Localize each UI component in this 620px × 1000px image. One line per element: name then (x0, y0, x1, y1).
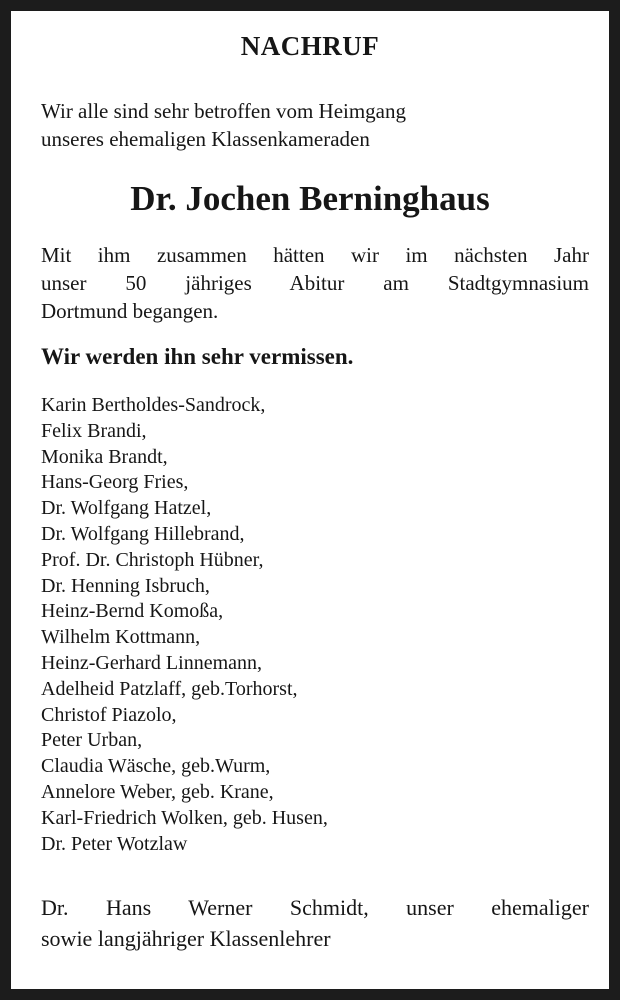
deceased-name: Dr. Jochen Berninghaus (130, 179, 490, 218)
body-line: Mit ihm zusammen hätten wir im nächsten Jahr (41, 243, 589, 267)
signatory-name: Peter Urban, (41, 729, 143, 752)
intro-text (41, 97, 406, 153)
intro-line: Wir alle sind sehr betroffen vom Heimgang (41, 99, 406, 123)
signatory-list (41, 393, 328, 857)
signatory-name: Adelheid Patzlaff, geb.Torhorst, (41, 677, 298, 700)
teacher-line: sowie langjähriger Klassenlehrer (41, 926, 331, 951)
signatory-name: Claudia Wäsche, geb.Wurm, (41, 755, 271, 778)
signatory-name: Karin Bertholdes-Sandrock, (41, 394, 266, 416)
signatory-name: Christof Piazolo, (41, 703, 177, 726)
signatory-name: Annelore Weber, geb. Krane, (41, 780, 274, 803)
teacher-text (41, 892, 589, 954)
body-text (41, 241, 589, 325)
teacher-line: Dr. Hans Werner Schmidt, unser ehemaliger (41, 895, 589, 920)
signatory-name: Prof. Dr. Christoph Hübner, (41, 548, 264, 571)
signatory-name: Dr. Wolfgang Hatzel, (41, 497, 212, 520)
signatory-name: Dr. Henning Isbruch, (41, 574, 210, 597)
signatory-name: Heinz-Bernd Komoßa, (41, 600, 224, 623)
signatory-name: Wilhelm Kottmann, (41, 626, 201, 649)
body-line: unser 50 jähriges Abitur am Stadtgymnasium (41, 271, 589, 295)
signatory-name: Felix Brandi, (41, 419, 147, 442)
notice-heading: NACHRUF (240, 31, 380, 61)
intro-line: unseres ehemaligen Klassenkameraden (41, 127, 370, 151)
signatory-name: Karl-Friedrich Wolken, geb. Husen, (41, 806, 328, 829)
signatory-name: Heinz-Gerhard Linnemann, (41, 651, 263, 674)
closing-statement: Wir werden ihn sehr vermissen. (41, 344, 354, 369)
signatory-name: Hans-Georg Fries, (41, 471, 189, 494)
signatory-name: Monika Brandt, (41, 445, 168, 468)
signatory-name: Dr. Peter Wotzlaw (41, 832, 188, 855)
body-line: Dortmund begangen. (41, 299, 219, 323)
signatory-name: Dr. Wolfgang Hillebrand, (41, 522, 245, 545)
